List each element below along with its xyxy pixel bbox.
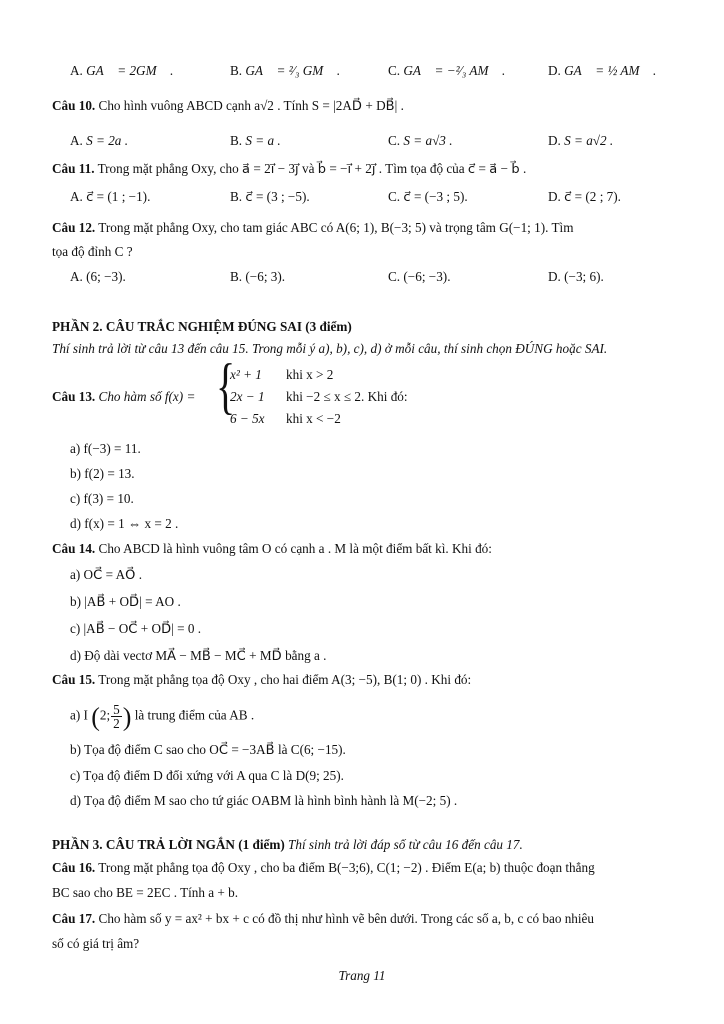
q14-item-b: b) |AB⃗ + OD⃗| = AO . (70, 594, 181, 609)
q14-item-c: c) |AB⃗ − OC⃗ + OD⃗| = 0 . (70, 621, 202, 636)
q13-stem: Câu 13. Cho hàm số f(x) = (52, 389, 196, 404)
q13-piece-1: x² + 1 (230, 367, 262, 382)
part3-header: PHẦN 3. CÂU TRẢ LỜI NGẮN (1 điểm) Thí sinh trả lời đáp số từ câu 16 đến câu 17. (52, 837, 523, 852)
q14-item-a: a) OC⃗ = AO⃗ . (70, 567, 143, 582)
q12-option-a: A. (6; −3). (70, 269, 126, 284)
q13-item-b: b) f(2) = 13. (70, 466, 135, 481)
q10-option-a: A. S = 2a . (70, 133, 128, 148)
page-number: Trang 11 (338, 968, 386, 983)
q17-stem-cont: số có giá trị âm? (52, 936, 140, 951)
q11-stem: Câu 11. Trong mặt phẳng Oxy, cho a⃗ = 2i⃗ − 3j⃗ và b⃗ = −i⃗ + 2j⃗ . Tìm tọa độ của c⃗ = a⃗ − b⃗ . (52, 161, 527, 176)
q14-item-d: d) Độ dài vectơ MA⃗ − MB⃗ − MC⃗ + MD⃗ bằng a . (70, 648, 327, 663)
q15-stem: Câu 15. Trong mặt phẳng tọa độ Oxy , cho hai điểm A(3; −5), B(1; 0) . Khi đó: (52, 672, 472, 687)
q10-option-b: B. S = a . (230, 133, 281, 148)
piecewise-brace-icon: { (216, 350, 236, 421)
q15-item-b: b) Tọa độ điểm C sao cho OC⃗ = −3AB⃗ là C(6; −15). (70, 742, 346, 757)
q13-cond-2: khi −2 ≤ x ≤ 2. Khi đó: (286, 389, 408, 404)
q15-item-a: a) I (2; $\frac{5}{2}$ ) là trung điểm của AB . (70, 702, 255, 732)
q12-option-d: D. (−3; 6). (548, 269, 604, 284)
q13-item-a: a) f(−3) = 11. (70, 441, 141, 456)
part2-title: PHẦN 2. CÂU TRẮC NGHIỆM ĐÚNG SAI (3 điểm) (52, 319, 352, 334)
q17-stem: Câu 17. Cho hàm số y = ax² + bx + c có đồ thị như hình vẽ bên dưới. Trong các số a, b, c có bao nhiêu (52, 911, 595, 926)
q16-stem-cont: BC sao cho BE = 2EC . Tính a + b. (52, 885, 239, 900)
q15-item-c: c) Tọa độ điểm D đối xứng với A qua C là D(9; 25). (70, 768, 344, 783)
q13-item-d: d) f(x) = 1 ⇔ x = 2 . (70, 516, 179, 531)
q16-stem: Câu 16. Trong mặt phẳng tọa độ Oxy , cho ba điểm B(−3;6), C(1; −2) . Điểm E(a; b) thuộc đoạn thẳng (52, 860, 595, 875)
q9-option-a: A. GA⃗ = 2GM⃗ . (70, 63, 174, 78)
q14-stem: Câu 14. Cho ABCD là hình vuông tâm O có cạnh a . M là một điểm bất kì. Khi đó: (52, 541, 492, 556)
q13-cond-3: khi x < −2 (286, 411, 341, 426)
q12-option-c: C. (−6; −3). (388, 269, 451, 284)
q12-stem: Câu 12. Trong mặt phẳng Oxy, cho tam giác ABC có A(6; 1), B(−3; 5) và trọng tâm G(−1; 1). Tìm (52, 220, 574, 235)
q10-option-c: C. S = a√3 . (388, 133, 453, 148)
q9-option-b: B. GA⃗ = ²⁄₃ GM⃗ . (230, 63, 341, 78)
q15-item-d: d) Tọa độ điểm M sao cho tứ giác OABM là hình bình hành là M(−2; 5) . (70, 793, 458, 808)
q13-cond-1: khi x > 2 (286, 367, 334, 382)
q9-option-d: D. GA⃗ = ½ AM⃗ . (548, 63, 657, 78)
q12-option-b: B. (−6; 3). (230, 269, 286, 284)
q9-option-c: C. GA⃗ = −²⁄₃ AM⃗ . (388, 63, 506, 78)
part2-instruction: Thí sinh trả lời từ câu 13 đến câu 15. Trong mỗi ý a), b), c), d) ở mỗi câu, thí sinh chọn ĐÚNG hoặc SAI. (52, 341, 608, 356)
q13-piece-2: 2x − 1 (230, 389, 265, 404)
q12-stem-cont: tọa độ đỉnh C ? (52, 244, 133, 259)
q11-option-a: A. c⃗ = (1 ; −1). (70, 189, 151, 204)
q11-option-c: C. c⃗ = (−3 ; 5). (388, 189, 468, 204)
q13-piece-3: 6 − 5x (230, 411, 265, 426)
q11-option-b: B. c⃗ = (3 ; −5). (230, 189, 310, 204)
q10-option-d: D. S = a√2 . (548, 133, 614, 148)
q10-stem: Câu 10. Cho hình vuông ABCD cạnh a√2 . Tính S = |2AD⃗ + DB⃗| . (52, 98, 404, 113)
q11-option-d: D. c⃗ = (2 ; 7). (548, 189, 621, 204)
q13-item-c: c) f(3) = 10. (70, 491, 134, 506)
